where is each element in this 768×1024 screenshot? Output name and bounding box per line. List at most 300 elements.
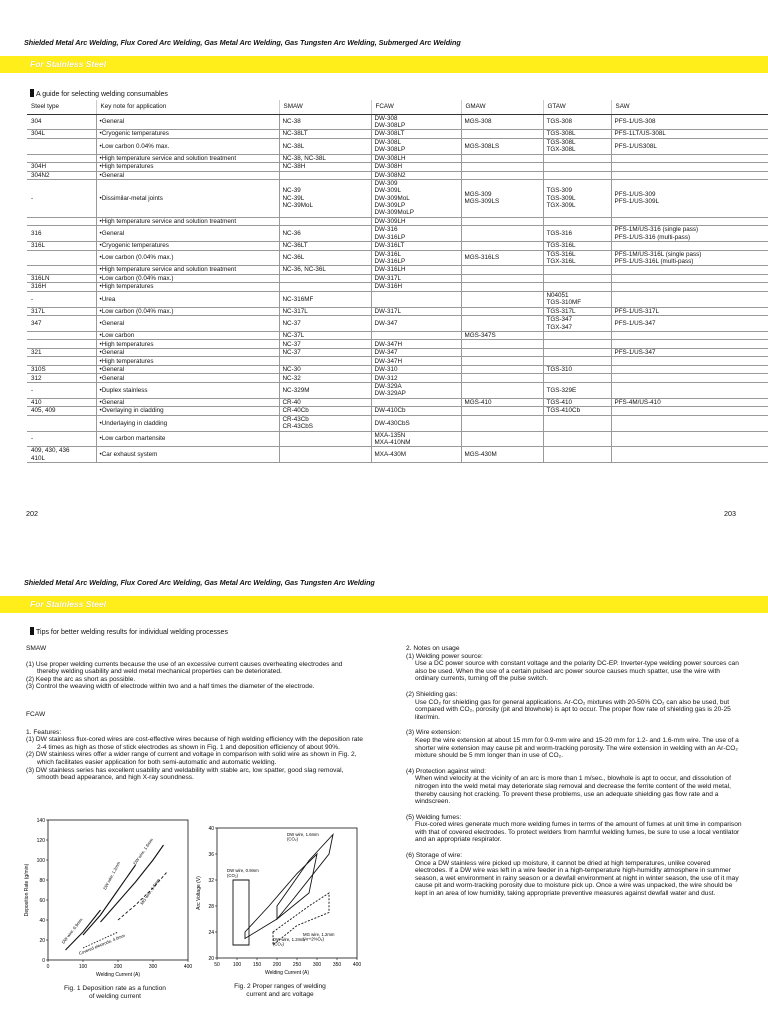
table-cell: 409, 430, 436 410L (27, 447, 96, 463)
fig1-series-label: DW wire, 0.9mm (60, 917, 84, 945)
table-row (27, 374, 768, 383)
table-cell (279, 274, 371, 283)
table-row (27, 331, 768, 340)
table-cell (461, 307, 543, 316)
table-cell: PFS-1M/US-316L (single pass) PFS-1/US-316L (multi-pass) (611, 250, 768, 266)
table-cell: CR-43Cb CR-43CbS (279, 415, 371, 431)
table-cell (611, 365, 768, 374)
table-cell (461, 415, 543, 431)
bottom-header: Shielded Metal Arc Welding, Flux Cored Arc Welding, Gas Metal Arc Welding, Gas Tungsten Arc Welding (24, 578, 375, 587)
table-cell (461, 283, 543, 292)
table-cell: NC-317L (279, 307, 371, 316)
table-cell: •Car exhaust system (96, 447, 279, 463)
table-row (27, 163, 768, 172)
table-cell (543, 283, 611, 292)
table-cell: TGS-317L (543, 307, 611, 316)
bottom-section-title (30, 627, 228, 636)
top-band-title: For Stainless Steel (30, 59, 107, 69)
note-title: (6) Storage of wire: (406, 852, 463, 860)
table-cell (27, 340, 96, 349)
table-cell: DW-316LT (371, 242, 461, 251)
table-cell (543, 163, 611, 172)
smaw-item: (3) Control the weaving width of electrode within two and a half times the diameter of the electrode. (26, 683, 315, 691)
table-cell: DW-430CbS (371, 415, 461, 431)
table-cell (611, 374, 768, 383)
table-cell: •General (96, 374, 279, 383)
table-cell: •General (96, 348, 279, 357)
table-cell: DW-309LH (371, 217, 461, 226)
bottom-yellow-band (0, 596, 768, 613)
fig2-x-axis-label: Welding Current (A) (264, 970, 310, 976)
table-row (27, 447, 768, 463)
table-cell: N04051 TGS-310MF (543, 291, 611, 307)
table-cell (611, 217, 768, 226)
table-cell: 347 (27, 316, 96, 332)
note-title: (2) Shielding gas: (406, 690, 458, 698)
table-cell: DW-308LT (371, 130, 461, 139)
table-cell (543, 217, 611, 226)
table-cell (461, 431, 543, 447)
square-bullet-icon (30, 627, 34, 635)
table-cell: 304L (27, 130, 96, 139)
table-cell (461, 365, 543, 374)
table-cell: PFS-1/US-347 (611, 348, 768, 357)
bottom-section-title-text: Tips for better welding results for individual welding processes (36, 629, 228, 636)
table-cell (27, 250, 96, 266)
table-cell (611, 171, 768, 180)
table-cell (611, 163, 768, 172)
fig2-y-tick-label: 40 (208, 825, 214, 832)
table-cell: TGS-347 TGX-347 (543, 316, 611, 332)
table-cell (27, 138, 96, 154)
top-header: Shielded Metal Arc Welding, Flux Cored Arc Welding, Gas Metal Arc Welding, Gas Tungsten Arc Welding, Submerged Arc Welding (24, 38, 461, 47)
table-cell (543, 357, 611, 366)
table-cell (461, 340, 543, 349)
table-header-cell: FCAW (371, 100, 461, 114)
table-cell: 304 (27, 114, 96, 130)
table-cell (27, 154, 96, 163)
table-cell (27, 357, 96, 366)
fig1-series-label: MG wire, 1.6mm (139, 877, 161, 906)
table-cell (461, 291, 543, 307)
table-cell (27, 331, 96, 340)
fig2-x-tick-label: 100 (232, 962, 242, 968)
fig2-range-region (245, 854, 317, 939)
table-row (27, 180, 768, 218)
table-cell: NC-37 (279, 316, 371, 332)
table-cell (543, 374, 611, 383)
fig2-region-label: DW wire, 0.9mm (CO₂) (227, 868, 259, 878)
fig2-region-label: MG wire, 1.2mm (Ar+2%O₂) (303, 931, 335, 942)
table-cell: •Low carbon (0.04% max.) (96, 250, 279, 266)
table-cell: NC-39 NC-39L NC-39MoL (279, 180, 371, 218)
table-cell (279, 357, 371, 366)
fig1-y-tick-label: 20 (39, 937, 45, 944)
fig1-deposition-chart (20, 812, 200, 982)
table-cell: DW-308 DW-308LP (371, 114, 461, 130)
table-row (27, 217, 768, 226)
table-cell: DW-309 DW-309L DW-309MoL DW-309LP DW-309MoLP (371, 180, 461, 218)
table-header-cell: SMAW (279, 100, 371, 114)
table-cell: •General (96, 114, 279, 130)
fig2-y-tick-label: 36 (208, 851, 214, 858)
table-cell: 304N2 (27, 171, 96, 180)
table-cell (461, 374, 543, 383)
table-cell (611, 431, 768, 447)
table-cell (279, 431, 371, 447)
table-row (27, 348, 768, 357)
note-body: Use a DC power source with constant voltage and the polarity DC-EP. Inverter-type welding power sources can also be used. When the use of a certain pulsed arc power source causes much spatter, use the wire with ordinary currents, turning off the pulse switch. (415, 660, 739, 683)
fig1-x-tick-label: 400 (183, 964, 193, 970)
table-cell: CR-40Cb (279, 407, 371, 416)
table-cell (279, 217, 371, 226)
table-cell: NC-32 (279, 374, 371, 383)
top-yellow-band (0, 56, 768, 73)
fig1-x-tick-label: 300 (148, 964, 158, 970)
fig2-region-label: DW wire, 1.2mm (CO₂) (273, 937, 305, 947)
table-header-cell: Steel type (27, 100, 96, 114)
fcaw-title: FCAW (26, 710, 46, 718)
table-cell: MGS-410 (461, 398, 543, 407)
table-cell: - (27, 431, 96, 447)
table-cell (461, 357, 543, 366)
table-cell: DW-308H (371, 163, 461, 172)
table-cell: DW-347H (371, 340, 461, 349)
table-cell (543, 431, 611, 447)
fig1-series-label: DW wire, 1.6mm (132, 837, 155, 866)
table-cell: •Cryogenic temperatures (96, 130, 279, 139)
table-cell (611, 274, 768, 283)
fig2-x-tick-label: 250 (292, 962, 302, 968)
left-column (26, 645, 364, 782)
fig2-voltage-chart (193, 820, 363, 980)
table-cell (461, 266, 543, 275)
table-row (27, 382, 768, 398)
table-cell: TGS-308 (543, 114, 611, 130)
table-cell (611, 266, 768, 275)
table-cell: NC-37 (279, 340, 371, 349)
table-cell: •Overlaying in cladding (96, 407, 279, 416)
table-cell: •High temperatures (96, 283, 279, 292)
table-row (27, 398, 768, 407)
fig2-x-tick-label: 50 (214, 962, 220, 968)
table-header-cell: GTAW (543, 100, 611, 114)
table-cell: •High temperature service and solution treatment (96, 266, 279, 275)
table-row (27, 307, 768, 316)
table-cell: 316H (27, 283, 96, 292)
table-cell: •Duplex stainless (96, 382, 279, 398)
fig1-y-tick-label: 100 (36, 857, 45, 864)
note-body: Once a DW stainless wire picked up moisture, it cannot be dried at high temperatures, unlike covered electrodes. If a DW wire was left in a wire feeder in a high-temperature high-humidity atmosphere in summer season, a wet environment in rainy season or a dewfall environment at night in winter season, the use of it may cause pit and worm-tracking porosity due to moisture pick up. Once a wire was unpacked, the wire should be kept in an area of low humidity, taking appropriate preventive measures against dewfall water and dust. (415, 859, 739, 898)
fig2-y-tick-label: 20 (208, 955, 214, 962)
table-row (27, 431, 768, 447)
table-cell: MGS-309 MGS-309LS (461, 180, 543, 218)
table-cell: DW-317L (371, 274, 461, 283)
fig2-x-tick-label: 150 (252, 962, 262, 968)
table-cell (279, 171, 371, 180)
table-cell: PFS-1/US-308 (611, 114, 768, 130)
table-row (27, 316, 768, 332)
fig1-y-tick-label: 120 (36, 837, 45, 844)
table-cell: •Low carbon martensite (96, 431, 279, 447)
table-cell (461, 154, 543, 163)
page-number-left: 202 (26, 509, 38, 518)
fig2-x-tick-label: 400 (352, 962, 362, 968)
table-cell: •General (96, 226, 279, 242)
table-cell: MGS-308 (461, 114, 543, 130)
table-row (27, 365, 768, 374)
table-row (27, 138, 768, 154)
table-cell: 310S (27, 365, 96, 374)
table-cell: •Low carbon (0.04% max.) (96, 307, 279, 316)
table-cell: •Underlaying in cladding (96, 415, 279, 431)
fig1-x-axis-label: Welding Current (A) (95, 972, 141, 978)
table-cell (27, 217, 96, 226)
table-cell: TGS-308L TGX-308L (543, 138, 611, 154)
table-cell: •Cryogenic temperatures (96, 242, 279, 251)
table-cell: NC-37L (279, 331, 371, 340)
table-cell (461, 316, 543, 332)
fig1-series-label: Covered electrode, 4.0mm (78, 932, 126, 956)
bottom-band-title: For Stainless Steel (30, 599, 107, 609)
table-cell: •Low carbon (96, 331, 279, 340)
table-cell: DW-316 DW-316LP (371, 226, 461, 242)
table-header-cell: SAW (611, 100, 768, 114)
table-cell (371, 291, 461, 307)
table-header-cell: Key note for application (96, 100, 279, 114)
fig2-range-region (277, 835, 333, 920)
fig1-y-tick-label: 60 (39, 897, 45, 904)
table-cell: NC-329M (279, 382, 371, 398)
table-cell: 316L (27, 242, 96, 251)
table-cell: 321 (27, 348, 96, 357)
fig2-y-axis-label: Arc Voltage (V) (196, 876, 202, 910)
table-cell (543, 348, 611, 357)
table-cell: 316LN (27, 274, 96, 283)
note-body: When wind velocity at the vicinity of an arc is more than 1 m/sec., blowhole is apt to occur, and dissolution of nitrogen into the weld metal may deteriorate slag removal and decrease the ferrite content of the weld metal, thereby causing hot cracking. To prevent these problems, use an adequate shielding gas flow rate and a windscreen. (415, 775, 731, 806)
table-cell: NC-38, NC-38L (279, 154, 371, 163)
table-row (27, 242, 768, 251)
note-body: Use CO₂ for shielding gas for general applications. Ar-CO₂ mixtures with 20-50% CO₂ can also be used, but compared with CO₂, porosity (pit and blowhole) is apt to occur. The proper flow rate of shielding gas is 20-25 liter/min. (415, 698, 731, 721)
table-cell (461, 163, 543, 172)
table-cell: TGS-309 TGS-309L TGX-309L (543, 180, 611, 218)
note-title: (3) Wire extension: (406, 729, 462, 737)
table-row (27, 226, 768, 242)
table-cell (27, 266, 96, 275)
table-cell (611, 154, 768, 163)
fig2-x-tick-label: 200 (272, 962, 282, 968)
feature-item: (3) DW stainless series has excellent usability and weldability with stable arc, low spatter, good slag removal, smooth bead appearance, and high X-ray soundness. (26, 766, 344, 782)
fig1-y-tick-label: 0 (42, 957, 45, 964)
table-cell: - (27, 291, 96, 307)
table-cell: NC-316MF (279, 291, 371, 307)
table-cell (543, 340, 611, 349)
table-cell: •Dissimilar-metal joints (96, 180, 279, 218)
fig2-x-tick-label: 300 (312, 962, 322, 968)
table-cell (611, 407, 768, 416)
table-cell: - (27, 382, 96, 398)
table-cell (611, 242, 768, 251)
table-cell: TGS-308L (543, 130, 611, 139)
table-cell: PFS-1/US-347 (611, 316, 768, 332)
top-section-title (30, 89, 168, 98)
table-cell: 316 (27, 226, 96, 242)
table-cell: PFS-1M/US-316 (single pass) PFS-1/US-316 (multi-pass) (611, 226, 768, 242)
table-cell: •General (96, 365, 279, 374)
table-cell: •Urea (96, 291, 279, 307)
feature-item: (2) DW stainless wires offer a wider range of current and voltage in comparison with solid wire as shown in Fig. 2, which facilitates easier application for both semi-automatic and automatic welding. (26, 751, 357, 766)
consumables-table (27, 100, 768, 463)
table-cell: DW-312 (371, 374, 461, 383)
table-cell (543, 331, 611, 340)
page-number-right: 203 (724, 509, 736, 518)
table-cell (611, 447, 768, 463)
table-cell: MGS-316LS (461, 250, 543, 266)
table-cell (461, 242, 543, 251)
table-row (27, 283, 768, 292)
table-cell: DW-316L DW-316LP (371, 250, 461, 266)
feature-item: (1) DW stainless flux-cored wires are cost-effective wires because of high welding efficiency with the deposition rate 2-4 times as high as those of stick electrodes as shown in Fig. 1 and deposition efficiency of about 90%. (26, 736, 363, 751)
table-row (27, 114, 768, 130)
table-row (27, 340, 768, 349)
table-cell (461, 348, 543, 357)
table-cell: MGS-308LS (461, 138, 543, 154)
table-cell: NC-36, NC-36L (279, 266, 371, 275)
table-cell: 304H (27, 163, 96, 172)
table-row (27, 154, 768, 163)
table-cell: NC-38L (279, 138, 371, 154)
table-cell (279, 447, 371, 463)
table-cell (611, 291, 768, 307)
table-cell: •High temperatures (96, 163, 279, 172)
table-cell: MGS-430M (461, 447, 543, 463)
fig1-caption-line1: Fig. 1 Deposition rate as a function (64, 985, 166, 992)
smaw-title: SMAW (26, 645, 47, 652)
fig2-y-tick-label: 28 (208, 903, 214, 910)
smaw-item: (1) Use proper welding currents because the use of an excessive current causes overheating electrodes and thereby welding usability and weld metal mechanical properties can be deteriorated. (26, 660, 343, 676)
table-row (27, 130, 768, 139)
table-row (27, 407, 768, 416)
fig1-x-tick-label: 0 (46, 964, 50, 970)
fig1-y-axis-label: Deposition Rate (g/min) (24, 863, 30, 917)
table-cell: •General (96, 171, 279, 180)
table-row (27, 274, 768, 283)
table-cell: TGS-329E (543, 382, 611, 398)
top-section-title-text: A guide for selecting welding consumables (36, 91, 168, 98)
table-header-row (27, 100, 768, 114)
table-header-cell: GMAW (461, 100, 543, 114)
table-cell: TGS-316 (543, 226, 611, 242)
fig2-caption (210, 983, 350, 999)
table-cell: TGS-316L (543, 242, 611, 251)
table-cell: DW-347H (371, 357, 461, 366)
table-cell: DW-308LH (371, 154, 461, 163)
fig1-y-tick-label: 40 (39, 917, 45, 924)
note-title: (5) Welding fumes: (406, 813, 462, 821)
table-cell: DW-410Cb (371, 407, 461, 416)
fig1-y-tick-label: 140 (36, 817, 45, 824)
table-cell: •Low carbon (0.04% max.) (96, 274, 279, 283)
table-row (27, 415, 768, 431)
table-cell: •High temperature service and solution treatment (96, 217, 279, 226)
table-cell (543, 266, 611, 275)
table-cell: •General (96, 398, 279, 407)
table-cell: DW-329A DW-329AP (371, 382, 461, 398)
table-cell (611, 382, 768, 398)
table-cell: TGS-410Cb (543, 407, 611, 416)
table-cell: NC-30 (279, 365, 371, 374)
features-title: 1. Features: (26, 728, 62, 736)
right-column (406, 645, 744, 898)
table-cell: PFS-4M/US-410 (611, 398, 768, 407)
table-cell (461, 274, 543, 283)
table-row (27, 171, 768, 180)
square-bullet-icon (30, 89, 34, 97)
table-cell: PFS-1/US-317L (611, 307, 768, 316)
note-title: (4) Protection against wind: (406, 767, 486, 775)
table-cell (461, 382, 543, 398)
table-cell: TGS-410 (543, 398, 611, 407)
table-cell: DW-308N2 (371, 171, 461, 180)
table-cell: TGS-310 (543, 365, 611, 374)
table-cell: 312 (27, 374, 96, 383)
table-cell: NC-36 (279, 226, 371, 242)
note-body: Flux-cored wires generate much more welding fumes in terms of the amount of fumes at unit time in comparison with that of covered electrodes. To protect welders from harmful welding fumes, be sure to use a local ventilator and an appropriate respirator. (415, 821, 742, 844)
table-cell: - (27, 180, 96, 218)
fig2-range-region (233, 880, 249, 945)
table-cell: DW-308L DW-308LP (371, 138, 461, 154)
table-cell: DW-317L (371, 307, 461, 316)
table-cell: DW-316H (371, 283, 461, 292)
table-cell: TGS-316L TGX-316L (543, 250, 611, 266)
table-cell: MXA-135N MXA-410NM (371, 431, 461, 447)
table-cell: PFS-1/US-309 PFS-1/US-309L (611, 180, 768, 218)
table-cell (543, 447, 611, 463)
table-cell: DW-316LH (371, 266, 461, 275)
table-cell: NC-38H (279, 163, 371, 172)
table-cell: •High temperatures (96, 340, 279, 349)
note-body: Keep the wire extension at about 15 mm for 0.9-mm wire and 15-20 mm for 1.2- and 1.6-mm wire. The use of a shorter wire extension may cause pit and worm-tracking porosity. The wire extension in welding with an Ar-CO₂ mixture should be 5 mm longer than in use of CO₂. (415, 736, 739, 760)
table-cell: DW-310 (371, 365, 461, 374)
fig2-caption-line2: current and arc voltage (246, 991, 314, 998)
table-cell (461, 217, 543, 226)
table-cell: •High temperature service and solution treatment (96, 154, 279, 163)
table-cell: MGS-347S (461, 331, 543, 340)
table-row (27, 291, 768, 307)
table-cell (27, 415, 96, 431)
table-cell (543, 274, 611, 283)
fig1-caption-line2: of welding current (88, 993, 142, 1000)
table-row (27, 266, 768, 275)
table-cell (461, 130, 543, 139)
fig2-region-label: DW wire, 1.6mm (CO₂) (287, 831, 319, 842)
table-cell (611, 331, 768, 340)
table-cell: CR-40 (279, 398, 371, 407)
fig1-caption (40, 985, 190, 1001)
fig1-y-tick-label: 80 (39, 877, 45, 884)
table-cell: DW-347 (371, 316, 461, 332)
table-cell (371, 331, 461, 340)
table-cell (461, 171, 543, 180)
table-cell: MXA-430M (371, 447, 461, 463)
table-row (27, 357, 768, 366)
table-cell: NC-37 (279, 348, 371, 357)
table-cell: •General (96, 316, 279, 332)
table-cell (279, 283, 371, 292)
table-cell: 410 (27, 398, 96, 407)
table-cell (543, 415, 611, 431)
table-cell: NC-38 (279, 114, 371, 130)
